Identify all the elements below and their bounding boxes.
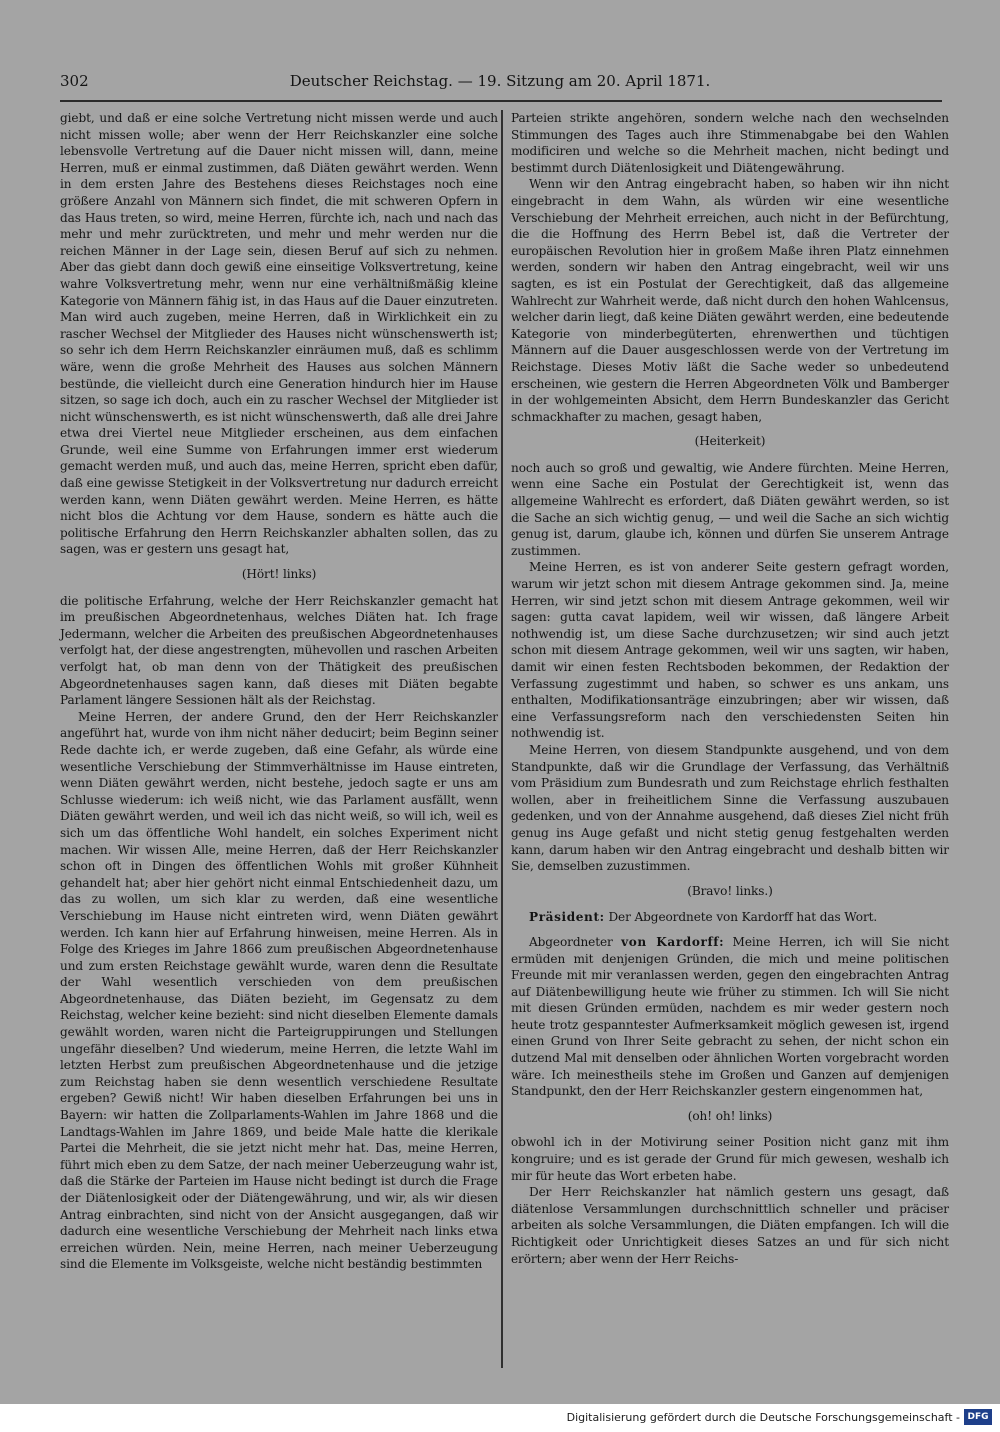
president-statement — [511, 909, 949, 926]
right-paragraph-1: Parteien strikte angehören, sondern welche nach den wechselnden Stimmungen des Tages auch ihre Stimmenabgabe bei den Wahlen modificiren und welche so die Mehrheit machen, nicht bedingt und bestimmt durch Diätenlosigkeit und Diätengewährung. — [511, 111, 949, 175]
left-column — [60, 110, 498, 1273]
speaker-prefix: Abgeordneter — [529, 934, 613, 949]
interjection-oh-links: (oh! oh! links) — [687, 1108, 773, 1123]
page-header — [60, 70, 940, 92]
interjection-hoert-links: (Hört! links) — [241, 567, 317, 582]
right-paragraph-6: Meine Herren, ich will Sie nicht ermüden mit denjenigen Gründen, die mich und meine politischen Freunde mit mir veranlassen werden, gegen den eingebrachten Antrag auf Diätenbewilligung heute wie früher zu stimmen. Ich will Sie nicht mit diesen Gründen ermüden, nachdem es mir weder gestern noch heute trotz gespanntester Aufmerksamkeit möglich gewesen ist, irgend einen Grund von Ihrer Seite gebracht zu sehen, der nicht schon ein dutzend Mal mit denselben oder ähnlichen Worten vorgebracht worden wäre. Ich meinestheils stehe im Großen und Ganzen auf demjenigen Standpunkt, den der Herr Reichskanzler gestern eingenommen hat, — [511, 934, 949, 1099]
footer-bar — [0, 1404, 1000, 1432]
kardorff-speech-opening — [511, 934, 949, 1100]
page-number: 302 — [60, 72, 89, 90]
header-rule — [60, 100, 942, 102]
speaker-name: von Kardorff: — [621, 934, 725, 949]
interjection-bravo-links: (Bravo! links.) — [687, 883, 773, 898]
left-paragraph-2: die politische Erfahrung, welche der Herr Reichskanzler gemacht hat im preußischen Abgeordnetenhaus, welches Diäten hat. Ich frage Jedermann, welcher die Arbeiten des preußischen Abgeordnetenhauses verfolgt hat, der diese angestrengten, mühevollen und raschen Arbeiten verfolgt hat, ob man denn von der Thätigkeit des preußischen Abgeordnetenhauses sagen kann, daß dieses mit Diäten begabte Parlament längere Sessionen hält als der Reichstag. — [60, 593, 498, 708]
interjection-heiterkeit: (Heiterkeit) — [694, 434, 766, 449]
president-text: Der Abgeordnete von Kardorff hat das Wort. — [608, 910, 878, 925]
right-paragraph-2: Wenn wir den Antrag eingebracht haben, so haben wir ihn nicht eingebracht in dem Wahn, als würden wir eine wesentliche Verschiebung der Mehrheit erreichen, auch nicht in der Befürchtung, die die Hoffnung des Herrn Bebel ist, daß die Vertreter der europäischen Revolution hier in großem Maße ihren Platz einnehmen werden, sondern wir haben den Antrag eingebracht, weil wir uns sagten, es ist ein Postulat der Gerechtigkeit, daß das allgemeine Wahlrecht zur Wahrheit werde, daß nicht durch den hohen Wahlcensus, welcher darin liegt, daß keine Diäten gewährt werden, eine bedeutende Kategorie von minderbegüterten, ehrenwerthen und tüchtigen Männern auf die Dauer ausgeschlossen werde von der Vertretung im Reichstage. Dieses Motiv läßt die Sache weder so unbedeutend erscheinen, wie gestern die Herren Abgeordneten Völk und Bamberger in der wohlgemeinten Absicht, dem Herrn Bundeskanzler das Gericht schmackhafter zu machen, gesagt haben, — [511, 177, 949, 424]
right-paragraph-7: obwohl ich in der Motivirung seiner Position nicht ganz mit ihm kongruire; und es ist gerade der Grund für mich gewesen, weshalb ich mir für heute das Wort erbeten habe. — [511, 1135, 949, 1183]
right-paragraph-5: Meine Herren, von diesem Standpunkte ausgehend, und von dem Standpunkte, daß wir die Grundlage der Verfassung, das Verhältniß vom Präsidium zum Bundesrath und zum Reichstage ehrlich festhalten wollen, aber in freiheitlichem Sinne die Verfassung auszubauen gedenken, und von der Annahme ausgehend, daß dieses Ziel nicht früh genug ins Auge gefaßt und nicht stetig genug festgehalten werden kann, darum haben wir den Antrag eingebracht und deshalb bitten wir Sie, demselben zuzustimmen. — [511, 742, 949, 874]
dfg-logo: DFG — [964, 1409, 992, 1425]
column-divider — [501, 110, 503, 1368]
left-paragraph-3: Meine Herren, der andere Grund, den der Herr Reichskanzler angeführt hat, wurde von ihm nicht näher deducirt; beim Beginn seiner Rede dachte ich, er werde zugeben, daß eine Gefahr, als würde eine wesentliche Verschiebung der Stimmverhältnisse im Hause eintreten, wenn Diäten gewährt werden, nicht bestehe, jedoch sagte er uns am Schlusse wiederum: ich weiß nicht, wie das Parlament ausfällt, wenn Diäten gewährt werden, und weil ich das nicht weiß, so will ich, weil es sich um das öffentliche Wohl handelt, ein solches Experiment nicht machen. Wir wissen Alle, meine Herren, daß der Herr Reichskanzler schon oft in Dingen des öffentlichen Wohls mit großer Kühnheit gehandelt hat; aber hier gehört nicht einmal Entschiedenheit dazu, um das zu wollen, um sich klar zu werden, daß eine wesentliche Verschiebung im Hause nicht eintreten wird, wenn Diäten gewährt werden. Ich kann hier auf Erfahrung hinweisen, meine Herren. Als in Folge des Krieges im Jahre 1866 zum preußischen Abgeordnetenhause und zum ersten Reichstage gewählt wurde, waren denn die Resultate der Wahl wesentlich verschieden von dem preußischen Abgeordnetenhause, das Diäten bezieht, im Gegensatz zu dem Reichstag, welcher keine bezieht: sind nicht dieselben Elemente damals gewählt worden, waren nicht die Parteigruppirungen und Stellungen ungefähr dieselben? Und wiederum, meine Herren, die letzte Wahl im letzten Herbst zum preußischen Abgeordnetenhause und die jetzige zum Reichstag haben sie denn wesentlich verschiedene Resultate ergeben? Gewiß nicht! Wir haben dieselben Erfahrungen bei uns in Bayern: wir hatten die Zollparlaments-Wahlen im Jahre 1868 und die Landtags-Wahlen im Jahre 1869, und beide Male hatte die klerikale Partei die Mehrheit, die sie jetzt nicht mehr hat. Das, meine Herren, führt mich eben zu dem Satze, der nach meiner Ueberzeugung wahr ist, daß die Stärke der Parteien im Hause nicht bedingt ist durch die Frage der Diätenlosigkeit oder der Diätengewährung, und wir, als wir diesen Antrag einbrachten, sind nicht von der Ansicht ausgegangen, daß wir dadurch eine wesentliche Verschiebung der Mehrheit nach links etwa erreichen würden. Nein, meine Herren, nach meiner Ueberzeugung sind die Elemente im Volksgeiste, welche nicht beständig bestimmten — [60, 709, 498, 1272]
president-label: Präsident: — [529, 910, 605, 925]
right-paragraph-3: noch auch so groß und gewaltig, wie Andere fürchten. Meine Herren, wenn eine Sache ein Postulat der Gerechtigkeit ist, wenn das allgemeine Wahlrecht es erfordert, daß Diäten gewährt werden, so ist die Sache an sich wichtig genug, — und weil die Sache an sich wichtig genug ist, darum, glaube ich, können und dürfen Sie unserem Antrage zustimmen. — [511, 460, 949, 558]
right-column — [511, 110, 949, 1267]
footer-credit: Digitalisierung gefördert durch die Deutsche Forschungsgemeinschaft - — [566, 1411, 960, 1424]
right-paragraph-4: Meine Herren, es ist von anderer Seite gestern gefragt worden, warum wir jetzt schon mit diesem Antrage gekommen sind. Ja, meine Herren, wir sind jetzt schon mit diesem Antrage gekommen, weil wir sagen: gutta cavat lapidem, weil wir wissen, daß längere Arbeit nothwendig ist, um diese Sache durchzusetzen; wir sind auch jetzt schon mit diesem Antrage gekommen, weil wir uns sagten, wir haben, damit wir einen festen Rechtsboden bekommen, der Redaktion der Verfassung zugestimmt und haben, so schwer es uns ankam, uns enthalten, Modifikationsanträge einzubringen; aber wir wissen, daß eine Verfassungsreform nach den verschiedensten Seiten hin nothwendig ist. — [511, 560, 949, 741]
left-paragraph-1: giebt, und daß er eine solche Vertretung nicht missen werde und auch nicht missen wolle; aber wenn der Herr Reichskanzler eine solche lebensvolle Vertretung auf die Dauer nicht missen will, dann, meine Herren, muß er einmal zustimmen, daß Diäten gewährt werden. Wenn in dem ersten Jahre des Bestehens dieses Reichstages noch eine größere Anzahl von Männern sich findet, die mit schweren Opfern in das Haus treten, so wird, meine Herren, fürchte ich, nach und nach das mehr und mehr zurücktreten, und mehr und mehr werden nur die reichen Männer in der Lage sein, diesen Beruf auf sich zu nehmen. Aber das giebt dann doch gewiß eine einseitige Volksvertretung, keine wahre Volksvertretung mehr, wenn nur eine verhältnißmäßig kleine Kategorie von Männern fähig ist, in das Haus auf die Dauer einzutreten. Man wird auch zugeben, meine Herren, daß in Wirklichkeit ein zu rascher Wechsel der Mitglieder des Hauses nicht wünschenswerth ist; so sehr ich dem Herrn Reichskanzler einräumen muß, daß es schlimm wäre, wenn die große Mehrheit des Hauses aus solchen Männern bestünde, die vielleicht durch eine Generation hindurch hier im Hause sitzen, so sage ich doch, auch ein zu rascher Wechsel der Mitglieder ist nicht wünschenswerth, es ist nicht wünschenswerth, daß alle drei Jahre etwa drei Viertel neue Mitglieder erscheinen, aus dem einfachen Grunde, weil eine Summe von Erfahrungen immer erst wiederum gemacht werden muß, und auch das, meine Herren, spricht eben dafür, daß eine gewisse Stetigkeit in der Volksvertretung nur dadurch erreicht werden kann, wenn Diäten gewährt werden. Meine Herren, es hätte nicht blos die Achtung vor dem Hause, sondern es hätte auch die politische Erfahrung den Herrn Reichskanzler abhalten sollen, das zu sagen, was er gestern uns gesagt hat, — [60, 111, 498, 557]
running-head: Deutscher Reichstag. — 19. Sitzung am 20. April 1871. — [289, 72, 711, 90]
right-paragraph-8: Der Herr Reichskanzler hat nämlich gestern uns gesagt, daß diätenlose Versammlungen durchschnittlich schneller und präciser arbeiten als solche Versammlungen, die Diäten empfangen. Ich will die Richtigkeit oder Unrichtigkeit dieses Satzes an und für sich nicht erörtern; aber wenn der Herr Reichs- — [511, 1185, 949, 1266]
